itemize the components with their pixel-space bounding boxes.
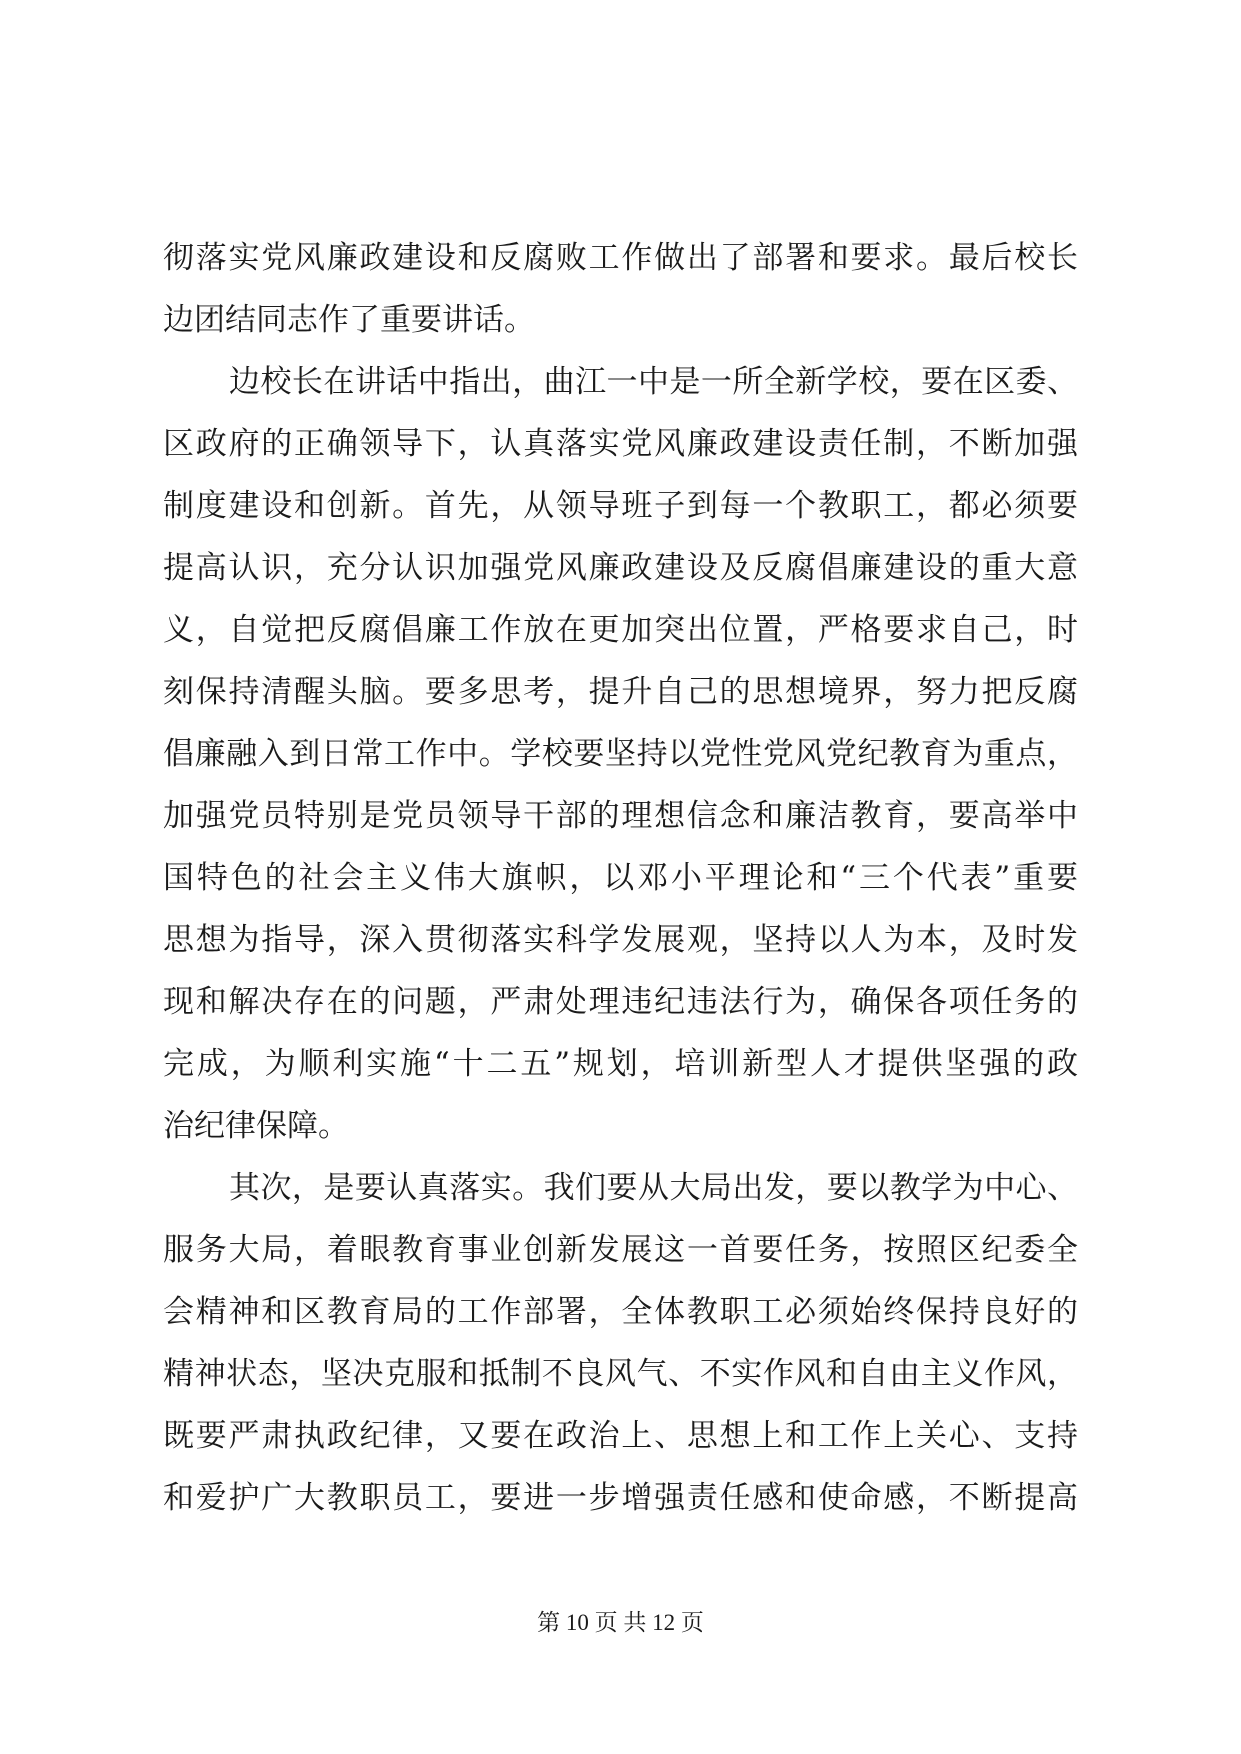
text-line: 精神状态，坚决克服和抵制不良风气、不实作风和自由主义作风， [163, 1356, 1078, 1392]
text-line: 治纪律保障。 [163, 1108, 349, 1144]
text-line: 加强党员特别是党员领导干部的理想信念和廉洁教育，要高举中 [163, 798, 1078, 834]
text-line: 和爱护广大教职员工，要进一步增强责任感和使命感，不断提高 [163, 1480, 1078, 1516]
text-line: 义，自觉把反腐倡廉工作放在更加突出位置，严格要求自己，时 [163, 612, 1078, 648]
text-line: 边团结同志作了重要讲话。 [163, 302, 535, 338]
text-line: 既要严肃执政纪律，又要在政治上、思想上和工作上关心、支持 [163, 1418, 1078, 1454]
text-line: 制度建设和创新。首先，从领导班子到每一个教职工，都必须要 [163, 488, 1078, 524]
text-line: 现和解决存在的问题，严肃处理违纪违法行为，确保各项任务的 [163, 984, 1078, 1020]
text-line: 提高认识，充分认识加强党风廉政建设及反腐倡廉建设的重大意 [163, 550, 1078, 586]
text-line: 会精神和区教育局的工作部署，全体教职工必须始终保持良好的 [163, 1294, 1078, 1330]
body-text [163, 227, 1078, 1529]
text-line: 国特色的社会主义伟大旗帜，以邓小平理论和“三个代表”重要 [163, 860, 1078, 896]
text-line: 倡廉融入到日常工作中。学校要坚持以党性党风党纪教育为重点， [163, 736, 1078, 772]
text-line: 完成，为顺利实施“十二五”规划，培训新型人才提供坚强的政 [163, 1046, 1078, 1082]
text-line: 思想为指导，深入贯彻落实科学发展观，坚持以人为本，及时发 [163, 922, 1078, 958]
paragraph-start-line: 其次，是要认真落实。我们要从大局出发，要以教学为中心、 [229, 1170, 1078, 1206]
page-number-footer: 第 10 页 共 12 页 [537, 1610, 704, 1635]
text-line: 彻落实党风廉政建设和反腐败工作做出了部署和要求。最后校长 [163, 240, 1078, 276]
paragraph-start-line: 边校长在讲话中指出，曲江一中是一所全新学校，要在区委、 [229, 364, 1078, 400]
text-line: 服务大局，着眼教育事业创新发展这一首要任务，按照区纪委全 [163, 1232, 1078, 1268]
text-line: 刻保持清醒头脑。要多思考，提升自己的思想境界，努力把反腐 [163, 674, 1078, 710]
text-line: 区政府的正确领导下，认真落实党风廉政建设责任制，不断加强 [163, 426, 1078, 462]
